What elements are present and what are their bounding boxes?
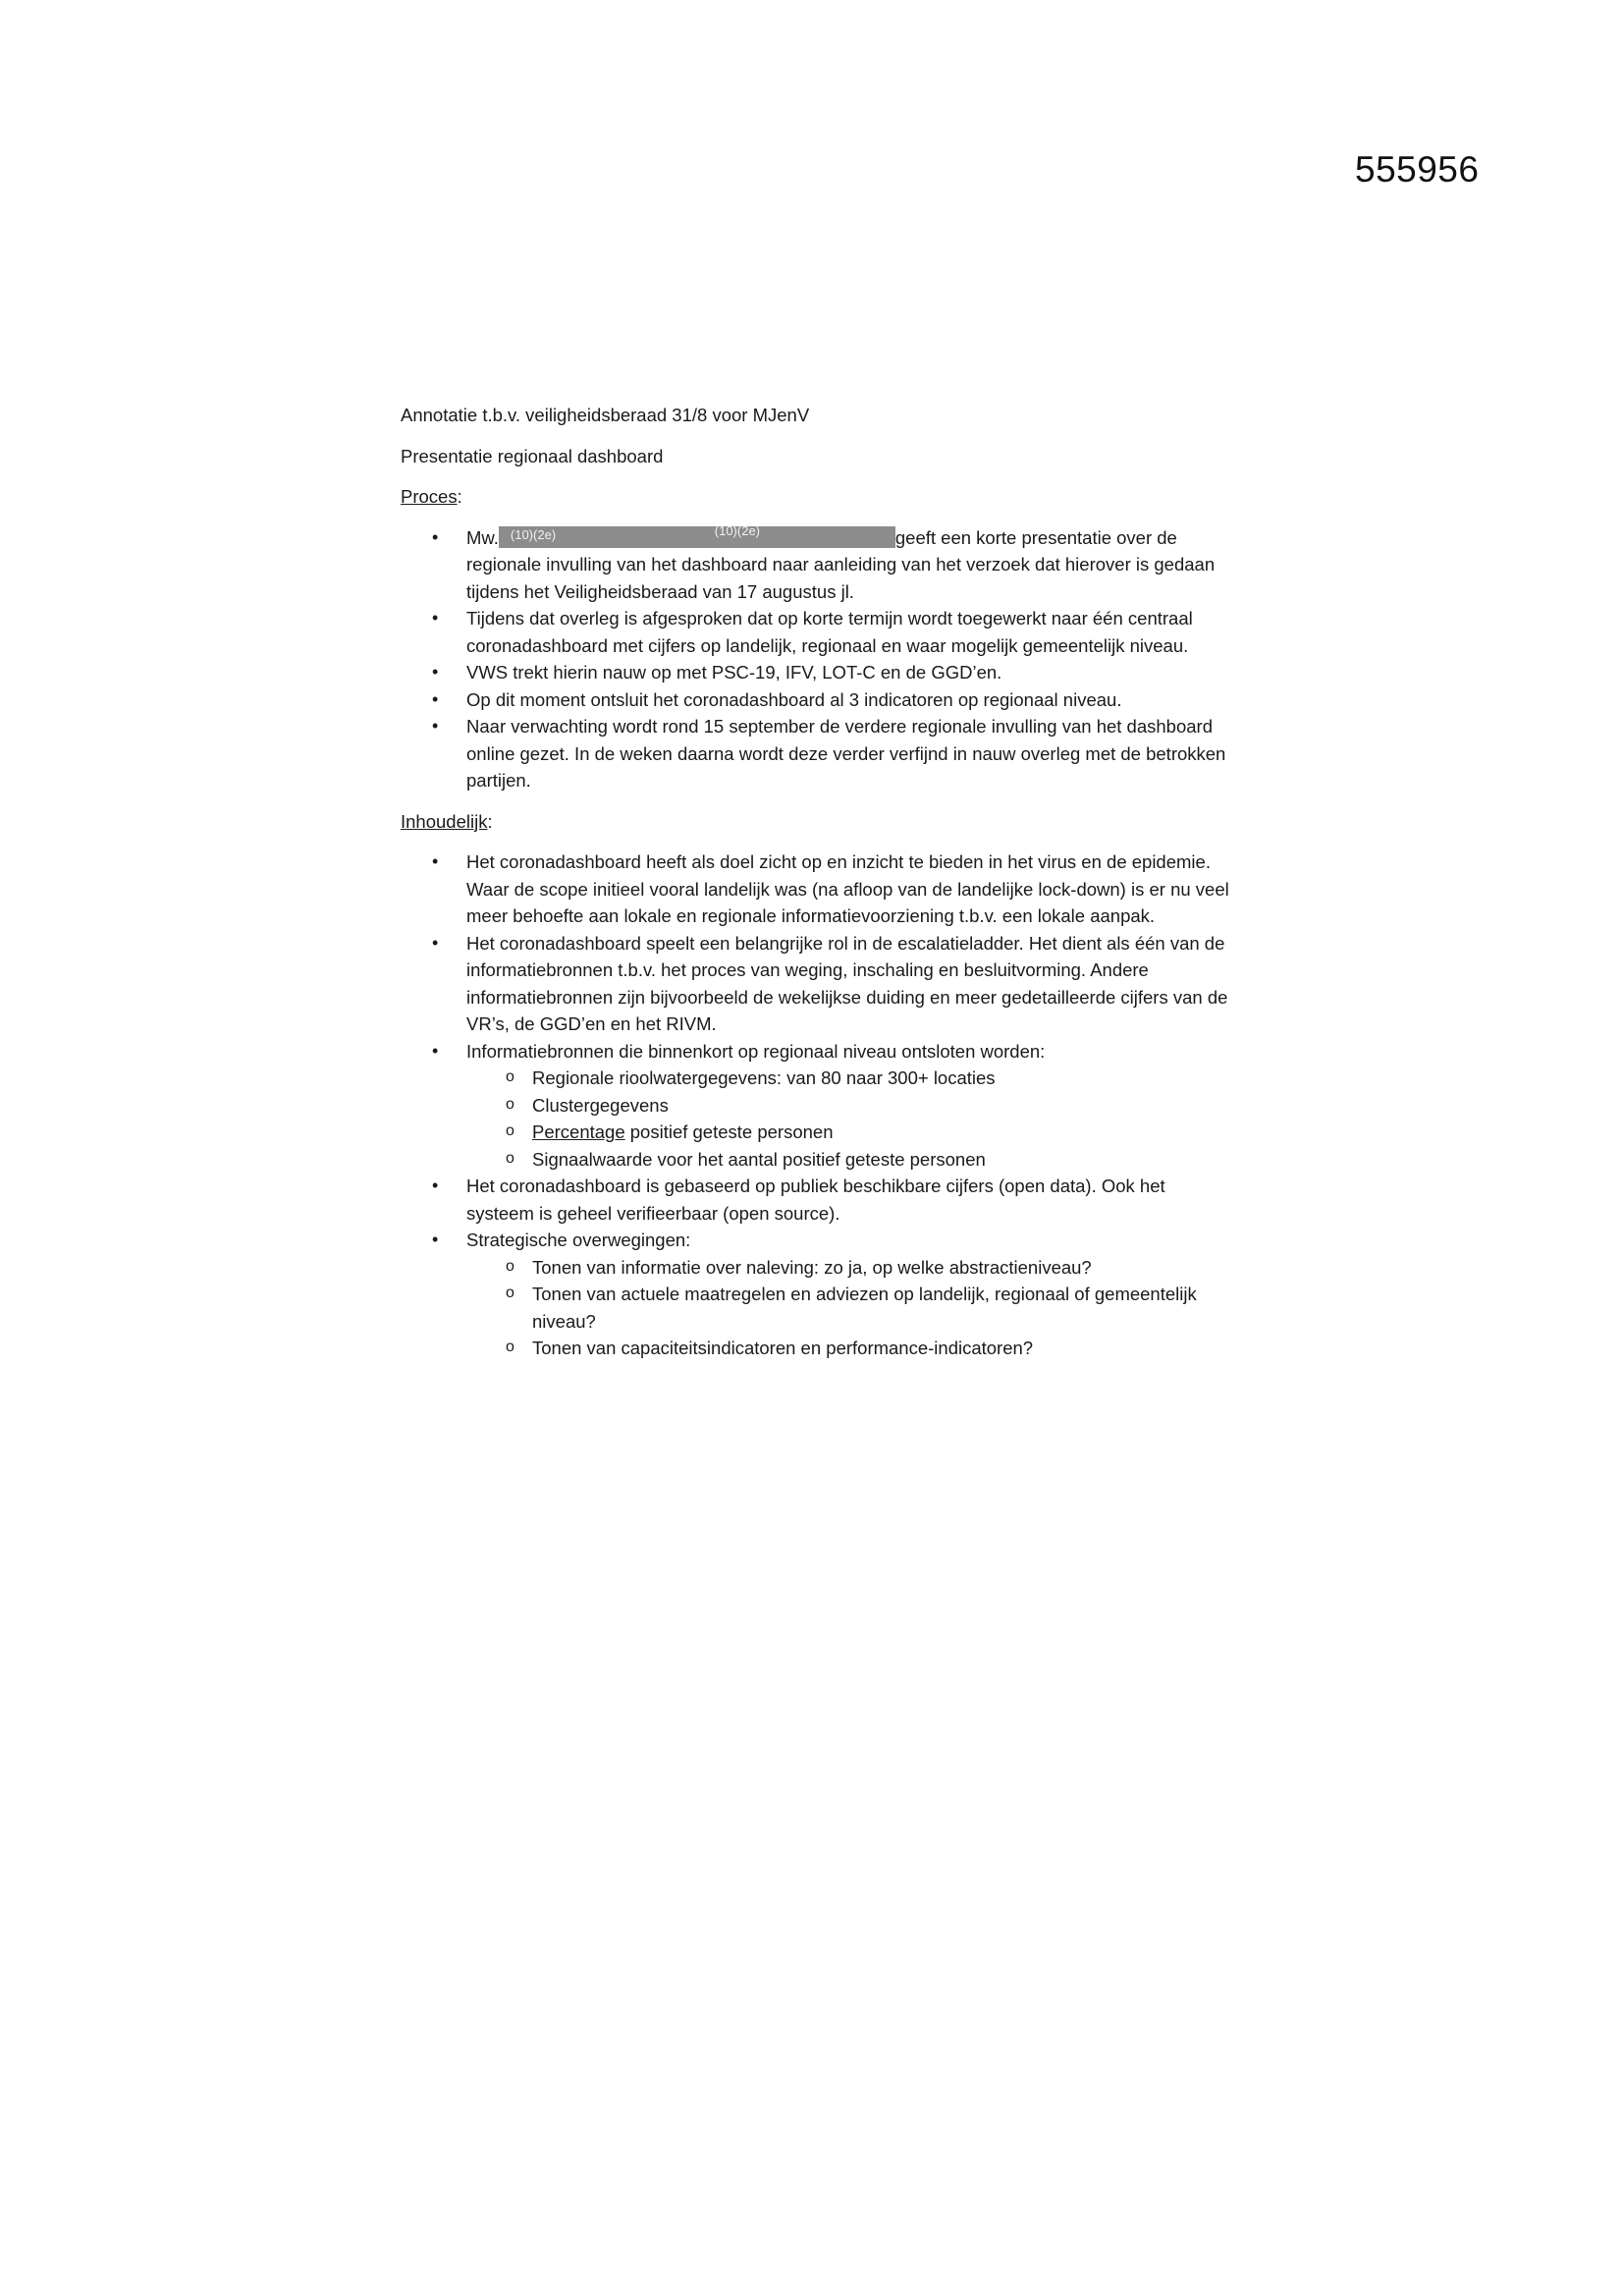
item-text: Strategische overwegingen: [466, 1230, 691, 1250]
section-heading-inhoudelijk [401, 808, 1235, 836]
document-subtitle: Presentatie regionaal dashboard [401, 445, 664, 466]
sub-list-item: o Regionale rioolwatergegevens: van 80 naar 300+ locaties [466, 1065, 1235, 1092]
sub-list-item: o Tonen van informatie over naleving: zo ja, op welke abstractieniveau? [466, 1254, 1235, 1282]
sub-list-item: o Tonen van capaciteitsindicatoren en performance-indicatoren? [466, 1335, 1235, 1362]
redaction-label: (10)(2e) [714, 522, 761, 538]
sub-list [466, 1065, 1235, 1173]
document-body [401, 402, 1235, 1362]
sub-list-item: o Clustergegevens [466, 1092, 1235, 1120]
sub-list-item [466, 1119, 1235, 1146]
proces-heading-text: Proces [401, 486, 458, 507]
item-text: geeft een korte presentatie over de regionale invulling van het dashboard naar aanleiding van het verzoek dat hierover is gedaan tijdens het Veiligheidsberaad van 17 augustus jl. [466, 526, 1216, 602]
item-prefix: Mw. [466, 526, 499, 548]
sub-list-item: o Tonen van actuele maatregelen en adviezen op landelijk, regionaal of gemeentelijk niveau? [466, 1281, 1235, 1335]
proces-heading-colon: : [457, 486, 462, 507]
inhoudelijk-list [401, 848, 1235, 1362]
proces-list [401, 524, 1235, 794]
list-item [401, 524, 1235, 606]
document-number: 555956 [1355, 149, 1480, 190]
list-item [401, 1227, 1235, 1362]
list-item: • VWS trekt hierin nauw op met PSC-19, IFV, LOT-C en de GGD’en. [401, 659, 1235, 686]
list-item: • Naar verwachting wordt rond 15 september de verdere regionale invulling van het dashboard online gezet. In de weken daarna wordt deze verder verfijnd in nauw overleg met de betrokken partijen. [401, 713, 1235, 794]
list-item: • Het coronadashboard heeft als doel zicht op en inzicht te bieden in het virus en de epidemie. Waar de scope initieel vooral landelijk was (na afloop van de landelijke lock-down) is er nu veel meer behoefte aan lokale en regionale informatievoorziening t.b.v. een lokale aanpak. [401, 848, 1235, 930]
sub-list-item: o Signaalwaarde voor het aantal positief geteste personen [466, 1146, 1235, 1174]
list-item [401, 1038, 1235, 1174]
inhoudelijk-heading-text: Inhoudelijk [401, 810, 488, 832]
underlined-word: Percentage [532, 1121, 625, 1142]
sub-list [466, 1254, 1235, 1362]
document-title: Annotatie t.b.v. veiligheidsberaad 31/8 voor MJenV [401, 405, 810, 425]
list-item: • Het coronadashboard speelt een belangrijke rol in de escalatieladder. Het dient als één van de informatiebronnen t.b.v. het proces van weging, inschaling en besluitvorming. Andere informatiebronnen zijn bijvoorbeeld de wekelijkse duiding en meer gedetailleerde cijfers van de VR’s, de GGD’en en het RIVM. [401, 930, 1235, 1038]
redaction-box: (10)(2e) [499, 526, 579, 548]
section-heading-proces [401, 483, 1235, 511]
redaction-box [579, 522, 895, 548]
list-item: • Het coronadashboard is gebaseerd op publiek beschikbare cijfers (open data). Ook het systeem is geheel verifieerbaar (open source). [401, 1173, 1235, 1227]
list-item: • Tijdens dat overleg is afgesproken dat op korte termijn wordt toegewerkt naar één centraal coronadashboard met cijfers op landelijk, regionaal en waar mogelijk gemeentelijk niveau. [401, 605, 1235, 659]
inhoudelijk-heading-colon: : [487, 810, 493, 832]
list-item: • Op dit moment ontsluit het coronadashboard al 3 indicatoren op regionaal niveau. [401, 686, 1235, 714]
item-text: Informatiebronnen die binnenkort op regionaal niveau ontsloten worden: [466, 1040, 1046, 1062]
sub-item-text: positief geteste personen [624, 1121, 834, 1142]
